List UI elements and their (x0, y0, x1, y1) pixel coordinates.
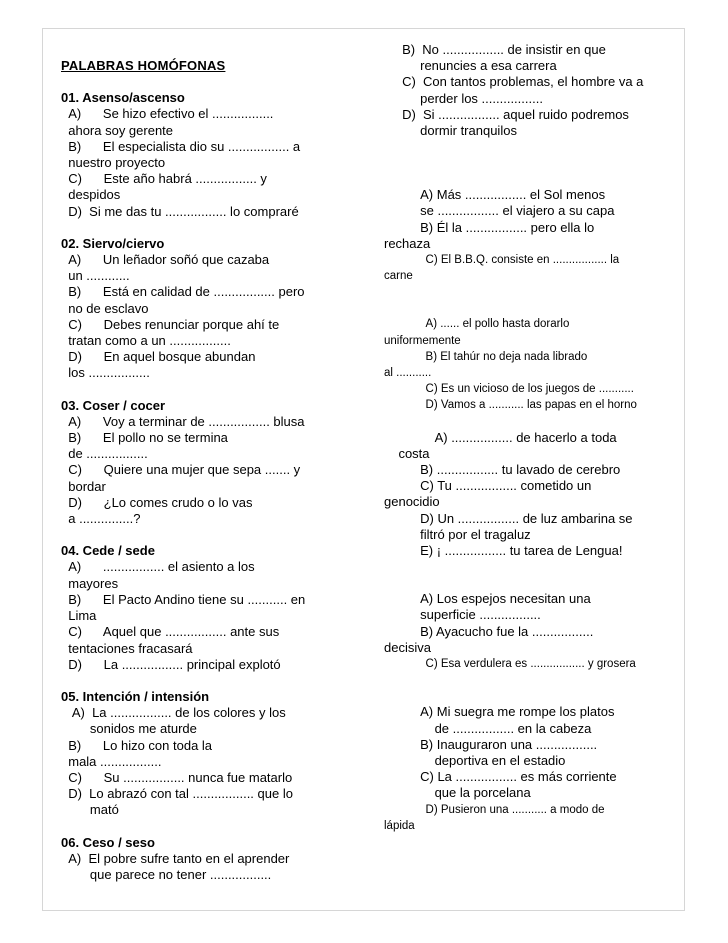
exercise-line: B) El pollo no se termina (61, 430, 228, 446)
exercise-line: renuncies a esa carrera (384, 58, 557, 74)
exercise-line: tentaciones fracasará (61, 640, 193, 656)
exercise-line: C) Este año habrá ................. y (61, 171, 267, 187)
exercise-line: A) Los espejos necesitan una (384, 591, 591, 607)
exercise-line: se ................. el viajero a su capa (384, 203, 615, 219)
exercise-line: los ................. (61, 365, 150, 381)
exercise-line: A) ................. el asiento a los (61, 559, 255, 575)
exercise-line: deportiva en el estadio (384, 752, 566, 768)
exercise-line: que parece no tener ................. (61, 866, 272, 882)
section-heading: 01. Asenso/ascenso (61, 90, 185, 106)
spacer (384, 300, 684, 316)
exercise-line: B) ................. tu lavado de cerebro (384, 462, 621, 478)
spacer (384, 559, 684, 575)
exercise-line: despidos (61, 187, 121, 203)
exercise-line: B) El tahúr no deja nada librado (384, 350, 588, 363)
spacer (61, 673, 356, 689)
exercise-line: A) Se hizo efectivo el ................. (61, 106, 274, 122)
spacer (384, 284, 684, 300)
exercise-line: superficie ................. (384, 607, 541, 623)
exercise-line: D) Lo abrazó con tal ................. que lo (61, 786, 293, 802)
exercise-line: A) La ................. de los colores y los (61, 705, 286, 721)
exercise-line: A) Mi suegra me rompe los platos (384, 704, 615, 720)
exercise-line: D) En aquel bosque abundan (61, 349, 256, 365)
exercise-line: A) El pobre sufre tanto en el aprender (61, 850, 290, 866)
exercise-line: nuestro proyecto (61, 155, 166, 171)
exercise-line: a ...............? (61, 511, 141, 527)
exercise-line: tratan como a un ................. (61, 333, 231, 349)
exercise-line: que la porcelana (384, 785, 531, 801)
exercise-line: sonidos me aturde (61, 721, 197, 737)
left-column (61, 42, 356, 883)
exercise-line: B) El especialista dio su ................. a (61, 138, 301, 154)
exercise-line: carne (384, 270, 413, 283)
exercise-line: D) Si ................. aquel ruido podremos (384, 106, 629, 122)
exercise-line: filtró por el tragaluz (384, 526, 531, 542)
exercise-line: C) Quiere una mujer que sepa ....... y (61, 462, 301, 478)
section-heading: 05. Intención / intensión (61, 688, 210, 704)
spacer (61, 220, 356, 236)
exercise-line: C) Su ................. nunca fue matarlo (61, 769, 293, 785)
exercise-line: C) Es un vicioso de los juegos de ........... (384, 383, 634, 396)
right-column (384, 42, 684, 834)
spacer (384, 688, 684, 704)
exercise-line: A) ................. de hacerlo a toda (384, 429, 617, 445)
exercise-line: D) La ................. principal explotó (61, 656, 281, 672)
exercise-line: Lima (61, 608, 97, 624)
exercise-line: D) Vamos a ........... las papas en el horno (384, 399, 637, 412)
exercise-line: C) La ................. es más corriente (384, 769, 617, 785)
exercise-line: decisiva (384, 639, 431, 655)
exercise-line: B) Él la ................. pero ella lo (384, 219, 595, 235)
section-heading: 06. Ceso / seso (61, 834, 155, 850)
exercise-line: costa (384, 445, 430, 461)
exercise-line: D) Pusieron una ........... a modo de (384, 803, 605, 816)
exercise-line: C) Esa verdulera es ................. y grosera (384, 658, 636, 671)
exercise-line: mató (61, 802, 119, 818)
spacer (384, 171, 684, 187)
exercise-line: E) ¡ ................. tu tarea de Lengua! (384, 543, 623, 559)
page-title: PALABRAS HOMÓFONAS (61, 58, 226, 73)
spacer (61, 74, 356, 90)
exercise-line: B) Está en calidad de ................. pero (61, 284, 305, 300)
exercise-line: A) ...... el pollo hasta dorarlo (384, 318, 570, 331)
exercise-line: de ................. (61, 446, 148, 462)
exercise-line: D) Si me das tu ................. lo compraré (61, 203, 299, 219)
exercise-line: C) Aquel que ................. ante sus (61, 624, 280, 640)
exercise-line: D) Un ................. de luz ambarina se (384, 510, 633, 526)
section-heading: 03. Coser / cocer (61, 397, 166, 413)
exercise-line: C) Debes renunciar porque ahí te (61, 316, 280, 332)
spacer (384, 139, 684, 155)
spacer (61, 527, 356, 543)
section-heading: 02. Siervo/ciervo (61, 235, 165, 251)
spacer (61, 382, 356, 398)
exercise-line: no de esclavo (61, 300, 149, 316)
section-heading: 04. Cede / sede (61, 543, 155, 559)
exercise-line: C) El B.B.Q. consiste en ................. la (384, 254, 620, 267)
exercise-line: B) Inauguraron una ................. (384, 736, 598, 752)
spacer (61, 819, 356, 835)
exercise-line: lápida (384, 819, 415, 832)
exercise-line: D) ¿Lo comes crudo o lo vas (61, 494, 253, 510)
exercise-line: de ................. en la cabeza (384, 720, 592, 736)
exercise-line: mayores (61, 575, 119, 591)
spacer (61, 42, 356, 58)
exercise-line: ahora soy gerente (61, 122, 174, 138)
exercise-line: rechaza (384, 235, 431, 251)
exercise-line: A) Más ................. el Sol menos (384, 187, 606, 203)
exercise-line: mala ................. (61, 753, 162, 769)
spacer (384, 575, 684, 591)
spacer (384, 672, 684, 688)
exercise-line: B) Ayacucho fue la ................. (384, 623, 594, 639)
exercise-line: B) El Pacto Andino tiene su ........... en (61, 591, 306, 607)
exercise-line: genocidio (384, 494, 440, 510)
spacer (384, 414, 684, 430)
exercise-line: C) Con tantos problemas, el hombre va a (384, 74, 644, 90)
exercise-line: al ........... (384, 367, 432, 380)
exercise-line: A) Voy a terminar de ................. blusa (61, 413, 305, 429)
exercise-line: perder los ................. (384, 90, 543, 106)
exercise-line: B) No ................. de insistir en que (384, 42, 606, 57)
exercise-line: bordar (61, 478, 106, 494)
exercise-line: C) Tu ................. cometido un (384, 478, 592, 494)
exercise-line: uniformemente (384, 334, 461, 347)
exercise-line: B) Lo hizo con toda la (61, 737, 213, 753)
spacer (384, 155, 684, 171)
exercise-line: un ............ (61, 268, 130, 284)
exercise-line: dormir tranquilos (384, 123, 517, 139)
exercise-line: A) Un leñador soñó que cazaba (61, 252, 270, 268)
